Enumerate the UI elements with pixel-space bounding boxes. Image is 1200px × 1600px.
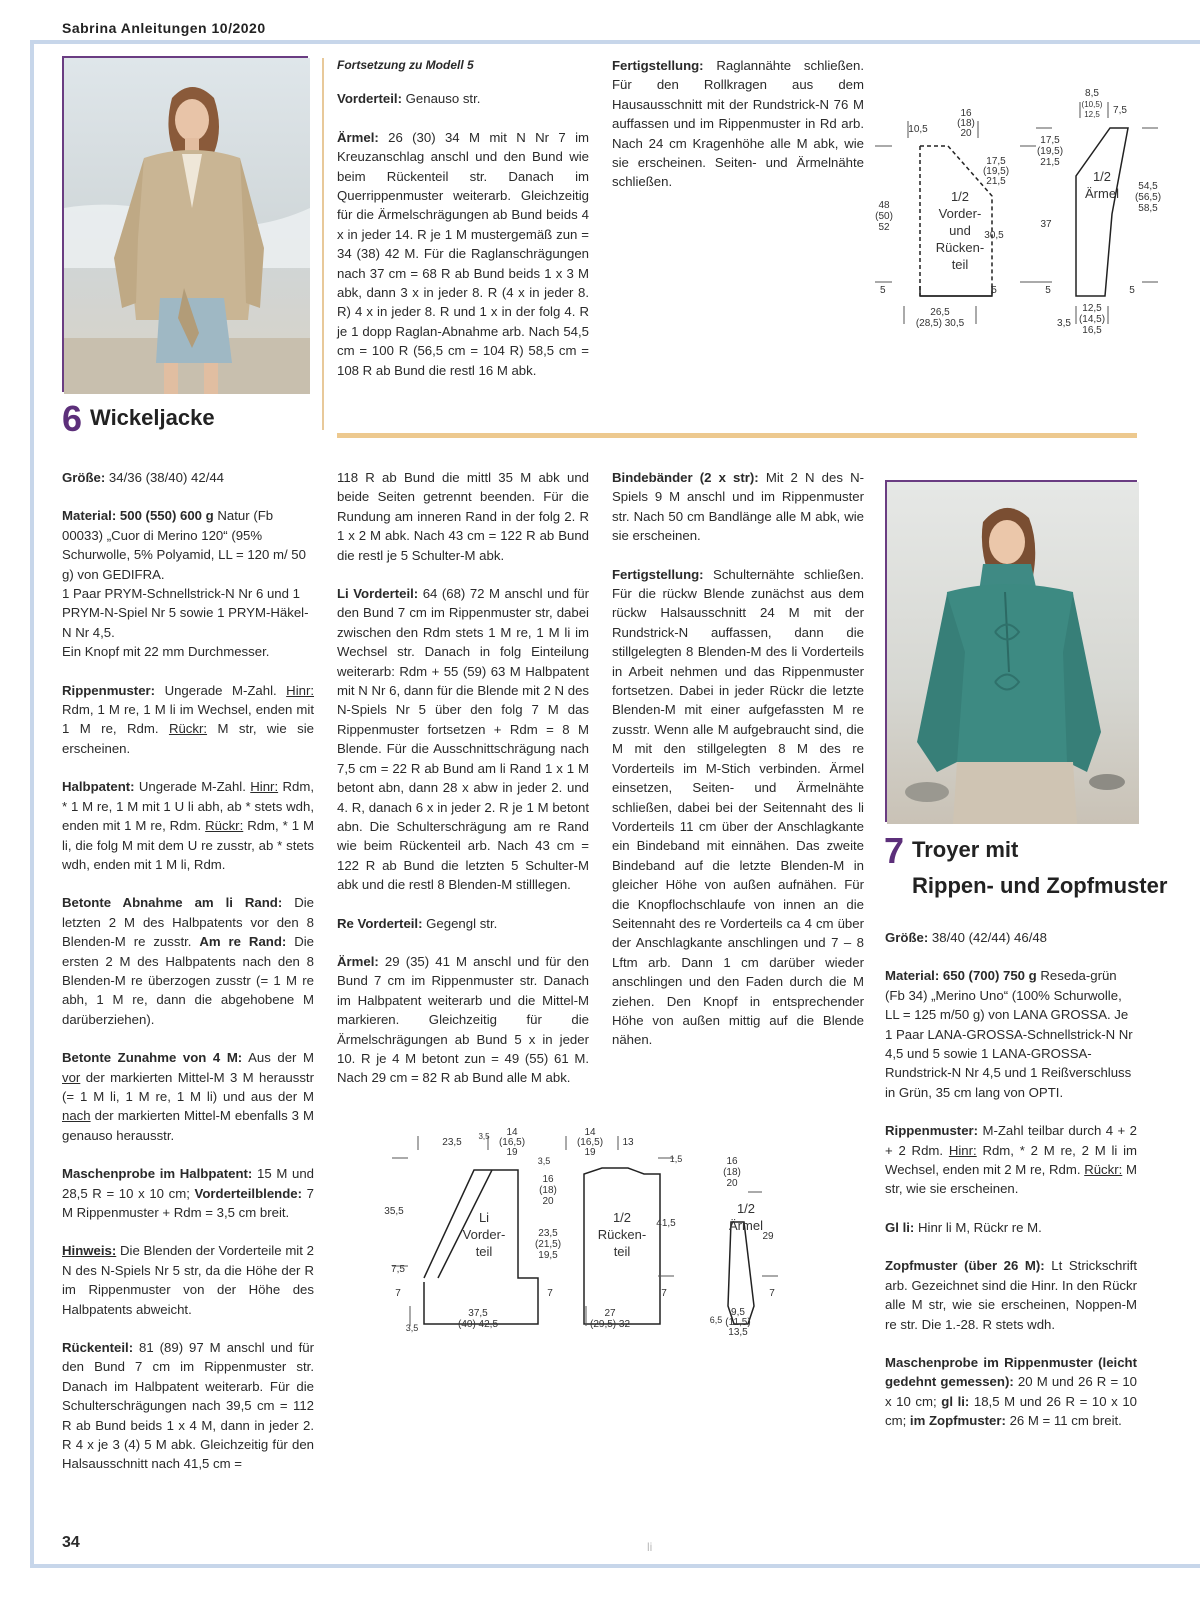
groesse-paragraph — [62, 468, 314, 487]
vor-underlined: vor — [62, 1069, 81, 1085]
m7-groesse-paragraph — [885, 928, 1137, 947]
aermel-label-2: Ärmel — [729, 1218, 763, 1233]
rueckenteil-label-1: 1/2 — [612, 1210, 632, 1225]
a-18: (18) — [723, 1167, 741, 1178]
aermel6-paragraph — [337, 952, 589, 1088]
m-27: 27 — [604, 1308, 616, 1319]
sleeve-measure-19-5: (19,5) — [1036, 146, 1064, 157]
sleeve-measure-7-5: 7,5 — [1113, 105, 1127, 116]
hinweis-paragraph — [62, 1241, 314, 1319]
rippenmuster-paragraph — [62, 681, 314, 759]
section-divider — [337, 433, 1137, 438]
li-vorderteil-label: Li Vorderteil: — [337, 586, 419, 602]
measure-5-left: 5 — [880, 285, 886, 296]
m7-glli-label: Gl li: — [885, 1219, 915, 1235]
measure-30-5: 30,5 — [984, 230, 1004, 241]
body-label-3: und — [949, 223, 971, 238]
rippenmuster-text-c: M str, wie sie erscheinen. — [62, 721, 314, 756]
material-paragraph — [62, 506, 314, 661]
a-16: 16 — [726, 1156, 738, 1167]
measure-26-5: 26,5 — [930, 307, 950, 318]
a-13-5: 13,5 — [728, 1327, 748, 1338]
m-35-5: 35,5 — [384, 1206, 404, 1217]
m-18: (18) — [539, 1185, 557, 1196]
model6-photo-illustration — [64, 58, 310, 394]
sleeve-measure-3-5: 3,5 — [1057, 318, 1071, 329]
aermel6-text: 29 (35) 41 M anschl und für den Bund 7 cm im Rippenmuster str. Danach im Halbpatent weiterarb und die Mittel-M markieren. Gleichzeitig für die Ärmelschrägungen ab Bund 5 x in jeder 10. R je 4 M betont zun = 49 (55) 61 M. Nach 29 cm = 82 R ab Bund alle M abk. — [337, 953, 590, 1086]
m-3-5-top: 3,5 — [478, 1132, 490, 1141]
sleeve-measure-54-5: 54,5 — [1138, 181, 1158, 192]
m7-mp-glli: gl li: — [941, 1393, 970, 1409]
m7-rippen-text-c: M str, wie sie erscheinen. — [885, 1162, 1137, 1197]
measure-18: (18) — [957, 118, 975, 129]
betonte-abnahme-paragraph — [62, 893, 314, 1029]
sleeve-measure-21-5: 21,5 — [1040, 157, 1060, 168]
continuation-heading: Fortsetzung zu Modell 5 — [337, 58, 474, 72]
maschenprobe-paragraph — [62, 1164, 314, 1222]
model5-schematic — [875, 86, 1180, 348]
sleeve-piece — [1076, 128, 1128, 296]
m-7a: 7 — [395, 1288, 401, 1299]
maschenprobe-text: 15 M und 28,5 R = 10 x 10 cm; — [62, 1166, 314, 1201]
body-label-1: 1/2 — [950, 189, 970, 204]
m-19a: 19 — [506, 1147, 518, 1158]
sleeve-label-1: 1/2 — [1092, 169, 1112, 184]
bindebaender-label: Bindebänder (2 x str): — [612, 470, 759, 485]
rippenmuster-text-b: Rdm, 1 M re, 1 M li im Wechsel, enden mit 1 M re, Rdm. — [62, 702, 314, 737]
m-7b: 7 — [547, 1288, 553, 1299]
sleeve-measure-58-5: 58,5 — [1138, 203, 1158, 214]
model7-photo — [885, 480, 1137, 822]
aermel-label: Ärmel: — [337, 129, 379, 145]
m7-rippen-paragraph — [885, 1121, 1137, 1199]
body-piece — [920, 146, 992, 296]
page-frame-bottom — [30, 1564, 1200, 1568]
sleeve-measure-12-5: 12,5 — [1084, 110, 1100, 119]
m7-mp-text-a: 20 M und 26 R = 10 x 10 cm; — [885, 1374, 1137, 1409]
re-vorderteil-paragraph — [337, 914, 589, 933]
page-number: 34 — [62, 1534, 80, 1551]
model7-title-line1: Troyer mit — [912, 837, 1019, 862]
m7-groesse-text: 38/40 (42/44) 46/48 — [931, 930, 1048, 945]
re-vorderteil-label: Re Vorderteil: — [337, 915, 423, 931]
measure-19-5: (19,5) — [982, 166, 1010, 177]
rippenmuster-text-a: Ungerade M-Zahl. — [164, 682, 277, 698]
sleeve-measure-12-5b: 12,5 — [1082, 303, 1102, 314]
model6-schematic — [384, 1127, 808, 1370]
m-16: 16 — [542, 1174, 554, 1185]
vorderteil-label-3: teil — [475, 1244, 493, 1259]
m7-zopf-paragraph — [885, 1256, 1137, 1334]
model5-dimension-ticks — [875, 102, 1158, 324]
betonte-zunahme-text-c: der markierten Mittel-M ebenfalls 3 M genauso herausstr. — [62, 1108, 314, 1143]
model6-column-1 — [62, 468, 314, 1493]
m7-material-label: Material: 650 (700) 750 g — [885, 968, 1037, 984]
betonte-zunahme-paragraph — [62, 1048, 314, 1145]
m-19-5: 19,5 — [538, 1250, 558, 1261]
material-text: Natur (Fb 00033) „Cuor di Merino 120“ (95% Schurwolle, 5% Polyamid, LL = 120 m/ 50 g) von GEDIFRA. — [62, 508, 306, 582]
bindebaender-paragraph — [612, 468, 864, 546]
m7-material-text: Reseda-grün (Fb 34) „Merino Uno“ (100% Schurwolle, LL = 125 m/50 g) von LANA GROSSA. Je 1 Paar LANA-GROSSA-Schnellstrick-N Nr 4,5 und 5 sowie 1 LANA-GROSSA-Rundstrick-N Nr 4,5 und 1 Reißverschluss in Grün, 35 cm lang von OPTI. — [885, 968, 1133, 1100]
rueckenteil-label-2: Rücken- — [597, 1227, 647, 1242]
sleeve-measure-5-left: 5 — [1045, 285, 1051, 296]
m-14b: 14 — [584, 1127, 596, 1138]
rippenmuster-label: Rippenmuster: — [62, 682, 156, 698]
betonte-zunahme-text-a: Aus der M — [248, 1050, 314, 1066]
m7-rippen-label: Rippenmuster: — [885, 1123, 979, 1139]
body-label-4: Rücken- — [935, 240, 985, 255]
m7-groesse-label: Größe: — [885, 930, 929, 945]
m7-hinr: Hinr: — [948, 1142, 977, 1158]
fertigstellung-text: Raglannähte schließen. Für den Rollkragen aus dem Hausausschnitt mit der Rundstrick-N 76 M auffassen und im Rippenmuster in Rd arb. Nach 24 cm Kragenhöhe alle M abk, wie sie erscheinen. Seiten- und Ärmelnähte schließen. — [612, 58, 864, 190]
measure-48: 48 — [878, 200, 890, 211]
material-label: Material: 500 (550) 600 g — [62, 508, 214, 524]
hinr-label: Hinr: — [286, 682, 315, 698]
betonte-abnahme-text-b: Die ersten 2 M des Halbpatents nach den 8 Blenden-M re überzogen zusstr (= 1 M re abh, 1 M re, dann die abgehobene M darüberziehen). — [62, 934, 315, 1027]
halbpatent-text-b: Rdm, * 1 M re, 1 M mit 1 U li abh, ab * stets wdh, enden mit 1 M re, Rdm. — [62, 779, 314, 834]
betonte-abnahme-text-a: Die letzten 2 M des Halbpatents vor den 8 Blenden-M re zusstr. — [62, 895, 314, 950]
fertigstellung6-text: Schulternähte schließen. Für die rückw Blende zunächst aus dem rückw Halsausschnitt 24 M mit der Rundstrick-N auffassen, dann die stillgelegten 8 Blenden-M des li Vorderteils in Arbeit nehmen und das Rippenmuster fortsetzen. Dabei in jeder Rückr die letzte Blenden-M mit einer aufgefassten M re zusstr. Wenn alle M aufgebraucht sind, die M mit den stillgelegten 8 M des re Vorderteils im M-Stich verbinden. Ärmel einsetzen, Seiten- und Ärmelnähte schließen, dabei bei der Seitennaht des li Vorderteils 11 cm über der Anschlagkante ein Bindeband mit einnähen. Das zweite Bindeband auf die letzte Blenden-M in gleicher Höhe von außen aufnähen. Für die Knopflochschlaufe von innen an die Seitennaht des re Vorderteils ca 4 cm über der Anschlagkante anschlingen und 7 – 8 Lftm arb. Dann 1 cm darüber wieder anschlingen und den Faden durch die M ziehen. Den Knopf in entsprechender Höhe von außen mittig auf die Blende nähen. — [612, 566, 864, 1048]
rueckr-label: Rückr: — [168, 721, 208, 737]
re-vorderteil-text: Gegengl str. — [426, 915, 498, 931]
maschenprobe-label: Maschenprobe im Halbpatent: — [62, 1166, 253, 1182]
m7-mp-label: Maschenprobe im Rippenmuster (leicht gedehnt gemessen): — [885, 1354, 1137, 1390]
footer-mark: li — [647, 1540, 653, 1554]
sleeve-measure-37: 37 — [1040, 219, 1052, 230]
fertigstellung-paragraph — [612, 56, 864, 192]
measure-17-5: 17,5 — [986, 156, 1006, 167]
sleeve-measure-8-5: 8,5 — [1085, 88, 1099, 99]
m7-material-paragraph — [885, 966, 1137, 1102]
vorderteilblende-text: 7 M Rippenmuster + Rdm = 3,5 cm breit. — [62, 1185, 314, 1220]
measure-52: 52 — [878, 222, 890, 233]
material-button: Ein Knopf mit 22 mm Durchmesser. — [62, 644, 270, 660]
a-6-5: 6,5 — [709, 1315, 723, 1325]
li-vorderteil-text: 64 (68) 72 M anschl und für den Bund 7 cm im Rippenmuster str, dabei zwischen den Rdm stets 1 M re, 1 M li im Wechsel str. Danach in folg Einteilung weiterarb: Rdm + 55 (59) 63 M Halbpatent mit N Nr 6, dann für die Blende mit 2 N des N-Spiels Nr 5 über den folg 7 M das Rippenmuster fortsetzen + Rdm = 8 M Blende. Für die Ausschnittschrägung nach 7,5 cm = 22 R ab Bund am li Rand 1 x 1 M betont abn, dann 28 x abw in jeder 2. und 4. R, danach 6 x in jeder 2. R je 1 M betont abn. Die Schulterschrägung am re Rand wie beim Rückenteil arb. Nach 43 cm = 122 R ab Bund die letzten 5 Schulter-M abk und die restl 8 Blenden-M stilllegen. — [337, 586, 589, 893]
a-11-5: (11,5) — [725, 1317, 751, 1328]
model7-title-line2: Rippen- und Zopfmuster — [912, 873, 1168, 898]
a-9-5: 9,5 — [731, 1307, 745, 1318]
vorderteil-text: Genauso str. — [405, 91, 481, 107]
hinweis-label: Hinweis: — [62, 1243, 117, 1259]
m-7c: 7 — [661, 1288, 667, 1299]
sleeve-measure-56-5: (56,5) — [1134, 192, 1162, 203]
body-label-2: Vorder- — [938, 206, 982, 221]
m7-rippen-text-b: Rdm, * 2 M re, 2 M li im Wechsel, enden mit 2 M re, Rdm. — [885, 1142, 1137, 1178]
body-label-5: teil — [951, 257, 969, 272]
model6-column-2 — [337, 468, 589, 1107]
measure-21-5: 21,5 — [986, 176, 1006, 187]
aermel-text: 26 (30) 34 M mit N Nr 7 im Kreuzanschlag anschl und den Bund wie beim Rückenteil str. Danach im Querrippenmuster weiterarb. Gleichzeitig für die Ärmelschrägungen ab Bund beids 4 x in jeder 14. R je 1 M mustergemäß zun = 34 (38) 42 M. Für die Raglanschrägungen nach 37 cm = 68 R ab Bund beids 1 x 3 M abk, dann 3 x in jeder 8. R (4 x in jeder 8. R) 4 x in jeder 8. R und 1 x in der folg 4. R je 1 dopp Raglan-Abnahme arb. Nach 54,5 cm = 100 R (56,5 cm = 104 R) 58,5 cm = 108 R ab Bund die restl 16 M abk. — [337, 129, 589, 378]
m-37-5: 37,5 — [468, 1308, 488, 1319]
sleeve-measure-14-5: (14,5) — [1078, 314, 1106, 325]
page-frame-top — [30, 40, 1200, 44]
model7-number: 7 — [884, 830, 905, 871]
betonte-abnahme-label2: Am re Rand: — [199, 934, 287, 950]
m-13: 13 — [622, 1137, 634, 1148]
a-20: 20 — [726, 1178, 738, 1189]
model6-number: 6 — [62, 398, 83, 439]
rueckenteil-label: Rückenteil: — [62, 1340, 134, 1356]
m-1-5: 1,5 — [669, 1154, 683, 1164]
model6-photo — [62, 56, 308, 392]
m7-mp-text-c: 26 M = 11 cm breit. — [1009, 1413, 1122, 1429]
m-21-5: (21,5) — [534, 1239, 562, 1250]
m-41-5: 41,5 — [656, 1218, 676, 1229]
bindebaender-text: Mit 2 N des N-Spiels 9 M anschl und im Rippenmuster str. Nach 50 cm Bandlänge alle M abk, wie sie erscheinen. — [612, 470, 864, 544]
fertigstellung-label: Fertigstellung: — [612, 58, 704, 73]
model6-title: Wickeljacke — [90, 405, 215, 430]
m-3-5b: 3,5 — [537, 1156, 551, 1166]
material-needles: 1 Paar PRYM-Schnellstrick-N Nr 6 und 1 PRYM-N-Spiel Nr 5 sowie 1 PRYM-Häkel-N Nr 4,5. — [62, 586, 309, 640]
rueckenteil-text: 81 (89) 97 M anschl und für den Bund 7 cm im Rippenmuster str. Danach im Halbpatent weiterarb. Für die Schulterschrägungen nach 39,5 cm = 112 R ab Bund beids 1 x 4 M, dann in jeder 2. R 4 x je 3 (4) 5 M abk. Gleichzeitig für den Halsausschnitt nach 41,5 cm = — [62, 1340, 314, 1472]
continuation-column — [337, 56, 589, 399]
sleeve-measure-16-5: 16,5 — [1082, 325, 1102, 336]
aermel-paragraph — [337, 128, 589, 380]
rueckenteil-label-3: teil — [613, 1244, 631, 1259]
fertigstellung6-label: Fertigstellung: — [612, 566, 704, 582]
m-40-42-5: (40) 42,5 — [457, 1319, 499, 1330]
column-separator — [322, 58, 324, 430]
page-frame-left — [30, 40, 34, 1564]
m7-zopf-label: Zopfmuster (über 26 M): — [885, 1258, 1045, 1274]
halbpatent-text-c: Rdm, * 1 M li, die folg M mit dem U re zusstr, ab * stets wdh, enden mit 1 M li, Rdm. — [62, 818, 314, 872]
halbpatent-paragraph — [62, 777, 314, 874]
measure-50: (50) — [875, 211, 893, 222]
m7-rippen-text-a: M-Zahl teilbar durch 4 + 2 + 2 Rdm. — [885, 1123, 1137, 1158]
m-29-5-32: (29,5) 32 — [589, 1319, 631, 1330]
model6-pieces — [424, 1168, 754, 1324]
m-14a: 14 — [506, 1127, 518, 1138]
halbpatent-text-a: Ungerade M-Zahl. — [138, 779, 246, 795]
m-19b: 19 — [584, 1147, 596, 1158]
nach-underlined: nach — [62, 1108, 91, 1124]
m-20: 20 — [542, 1196, 554, 1207]
model7-column — [885, 928, 1137, 1450]
model7-photo-illustration — [887, 482, 1139, 824]
sleeve-measure-5-right: 5 — [1129, 285, 1135, 296]
measure-28-5: (28,5) 30,5 — [915, 318, 965, 329]
m-16-5a: (16,5) — [498, 1137, 526, 1148]
measure-16: 16 — [960, 108, 972, 119]
groesse-label: Größe: — [62, 470, 106, 485]
vorderteil-label-2: Vorder- — [462, 1227, 506, 1242]
groesse-text: 34/36 (38/40) 42/44 — [108, 470, 225, 485]
m-7-5: 7,5 — [391, 1264, 405, 1275]
sleeve-measure-10-5: (10,5) — [1081, 100, 1103, 109]
vorderteil-label-1: Li — [478, 1210, 490, 1225]
li-vorderteil-paragraph — [337, 584, 589, 895]
vorderteil-label: Vorderteil: — [337, 91, 402, 107]
m7-mp-text-b: 18,5 M und 26 R = 10 x 10 cm; — [885, 1393, 1138, 1429]
m7-zopf-text: Lt Strickschrift arb. Gezeichnet sind die Hinr. In den Rückr alle M str, wie sie erscheinen, Noppen-M re str. Die 1.-28. R stets wdh. — [885, 1258, 1137, 1332]
halbpatent-hinr: Hinr: — [250, 779, 279, 795]
a-29: 29 — [762, 1231, 774, 1242]
magazine-header: Sabrina Anleitungen 10/2020 — [62, 20, 266, 36]
halbpatent-label: Halbpatent: — [62, 779, 135, 795]
m7-glli-paragraph — [885, 1218, 1137, 1237]
fertigstellung6-paragraph — [612, 565, 864, 1050]
model6-column-3 — [612, 468, 864, 1069]
betonte-zunahme-text-b: der markierten Mittel-M 3 M herausstr (= 1 M li, 1 M re, 1 M li) und aus der M — [62, 1069, 314, 1104]
halbpatent-rueckr: Rückr: — [205, 818, 244, 834]
m7-rueckr: Rückr: — [1084, 1162, 1123, 1178]
vorderteilblende-label: Vorderteilblende: — [194, 1185, 302, 1201]
vorderteil-paragraph — [337, 89, 589, 108]
aermel6-label: Ärmel: — [337, 953, 379, 969]
betonte-zunahme-label: Betonte Zunahme von 4 M: — [62, 1050, 243, 1066]
m7-maschenprobe-paragraph — [885, 1353, 1137, 1431]
rueckenteil-paragraph — [62, 1338, 314, 1474]
measure-5-right: 5 — [991, 285, 997, 296]
model6-dimension-ticks — [392, 1136, 778, 1326]
sleeve-label-2: Ärmel — [1085, 186, 1119, 201]
fertigstellung-column — [612, 56, 864, 211]
m-16-5b: (16,5) — [576, 1137, 604, 1148]
betonte-abnahme-label: Betonte Abnahme am li Rand: — [62, 895, 283, 911]
hinweis-text: Die Blenden der Vorderteile mit 2 N des N-Spiels Nr 5 str, da die Höhe der R im Rippenmuster von der Höhe des Halbpatents abweicht. — [62, 1243, 314, 1317]
m-23-5b: 23,5 — [538, 1228, 558, 1239]
m-3-5c: 3,5 — [405, 1323, 419, 1333]
sleeve-measure-17-5: 17,5 — [1040, 135, 1060, 146]
m7-mp-zopf: im Zopfmuster: — [909, 1413, 1006, 1429]
m-7d: 7 — [769, 1288, 775, 1299]
m-23-5: 23,5 — [442, 1137, 462, 1148]
rueckenteil-continued: 118 R ab Bund die mittl 35 M abk und beide Seiten getrennt beenden. Für die Rundung am inneren Rand in der folg 2. R 1 x 2 M abk. Nach 43 cm = 122 R ab Bund die restl je 5 Schulter-M abk. — [337, 470, 589, 563]
measure-10-5: 10,5 — [908, 124, 928, 135]
measure-20: 20 — [960, 128, 972, 139]
m7-glli-text: Hinr li M, Rückr re M. — [917, 1219, 1042, 1235]
aermel-label-1: 1/2 — [736, 1201, 756, 1216]
